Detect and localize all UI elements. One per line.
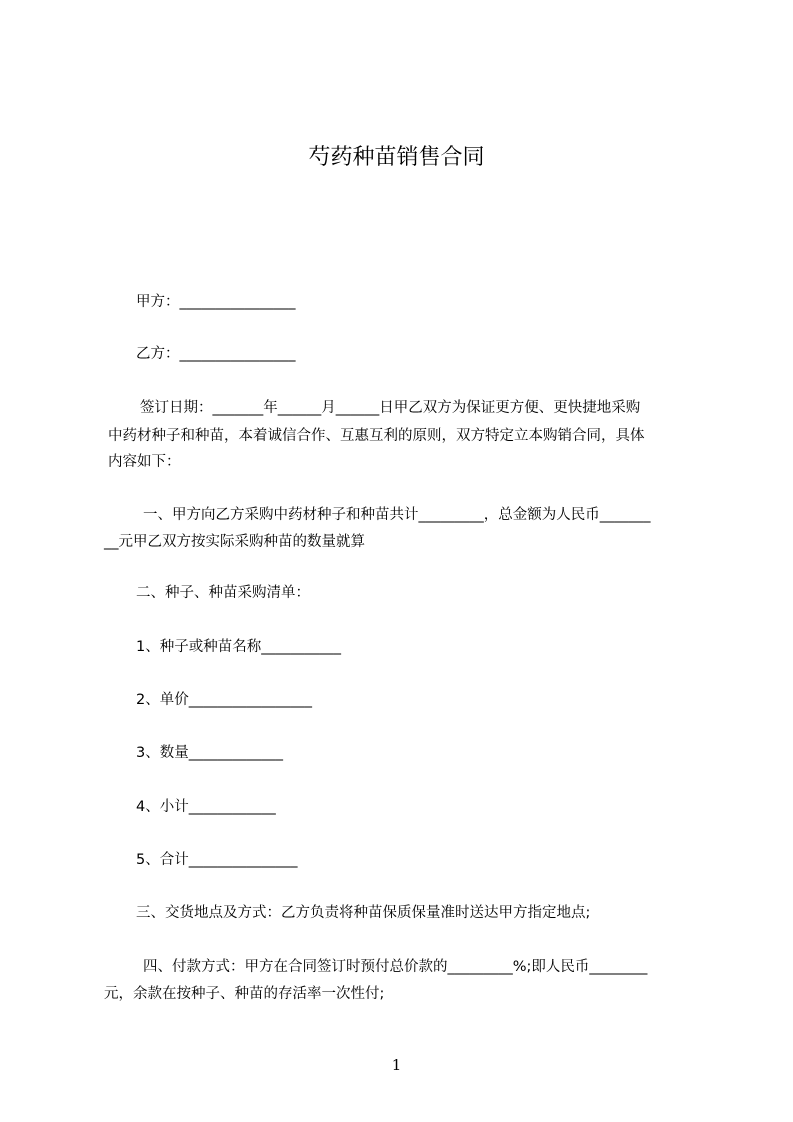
- clause-3: 三、交货地点及方式：乙方负责将种苗保质保量准时送达甲方指定地点;: [136, 905, 591, 921]
- list-item-subtotal: 4、小计____________: [136, 799, 276, 815]
- list-item-total: 5、合计_______________: [136, 852, 298, 868]
- clause-1-line-1: 一、甲方向乙方采购中药材种子和种苗共计_________，总金额为人民币_______: [143, 507, 651, 523]
- signing-date-paragraph-line-3: 内容如下：: [108, 454, 181, 470]
- clause-4-line-1: 四、付款方式：甲方在合同签订时预付总价款的_________%;即人民币________: [143, 959, 648, 975]
- list-item-quantity: 3、数量_____________: [136, 745, 283, 761]
- clause-4-line-2: 元，余款在按种子、种苗的存活率一次性付;: [104, 986, 385, 1002]
- list-item-unit-price: 2、单价_________________: [136, 692, 312, 708]
- clause-2-heading: 二、种子、种苗采购清单：: [136, 585, 310, 601]
- clause-1-line-2: __元甲乙双方按实际采购种苗的数量就算: [104, 534, 365, 550]
- list-item-seed-name: 1、种子或种苗名称___________: [136, 639, 341, 655]
- party-a-line: 甲方：________________: [136, 294, 296, 310]
- signing-date-paragraph-line-1: 签订日期：_______年______月______日甲乙双方为保证更方便、更快捷地采购: [140, 400, 641, 416]
- party-b-line: 乙方：________________: [136, 346, 296, 362]
- signing-date-paragraph-line-2: 中药材种子和种苗，本着诚信合作、互惠互利的原则，双方特定立本购销合同，具体: [108, 428, 645, 444]
- document-title: 芍药种苗销售合同: [308, 145, 485, 170]
- page-number: 1: [391, 1056, 402, 1074]
